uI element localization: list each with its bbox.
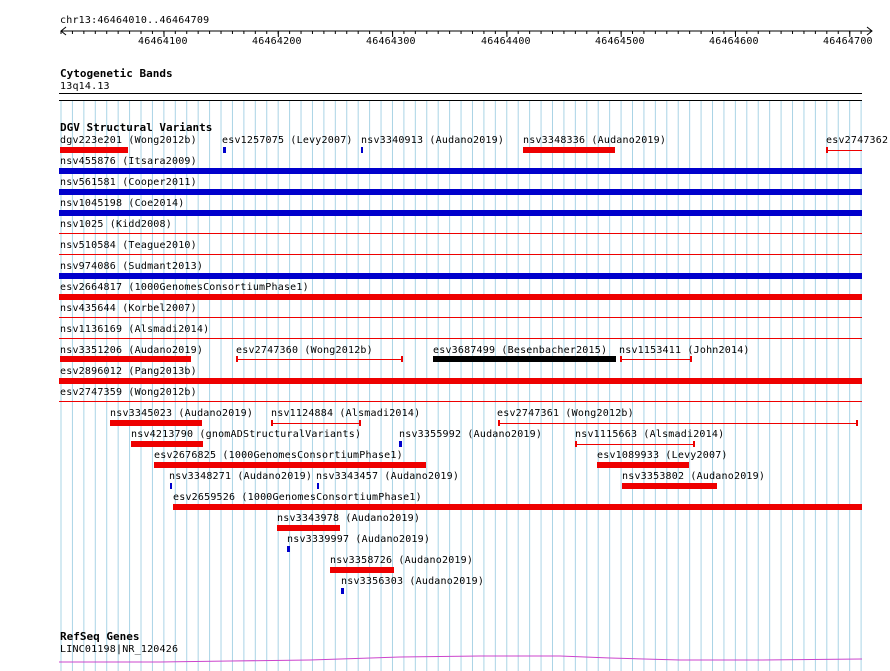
variant-line[interactable] [826, 150, 862, 151]
variant-line[interactable] [59, 317, 862, 318]
variant-bar[interactable] [317, 483, 319, 489]
variant-line[interactable] [575, 444, 695, 445]
feature-label: nsv3339997 (Audano2019) [287, 534, 431, 545]
feature-label: nsv3351206 (Audano2019) [60, 345, 204, 356]
variant-bar[interactable] [59, 210, 862, 216]
cytoband-label: 13q14.13 [60, 81, 110, 92]
track-divider [59, 100, 862, 101]
variant-bar[interactable] [59, 378, 862, 384]
variant-bar[interactable] [523, 147, 615, 153]
feature-label: nsv3348336 (Audano2019) [523, 135, 667, 146]
variant-cap[interactable] [690, 356, 692, 362]
variant-line[interactable] [271, 423, 361, 424]
variant-bar[interactable] [330, 567, 394, 573]
variant-cap[interactable] [401, 356, 403, 362]
feature-label: esv2659526 (1000GenomesConsortiumPhase1) [173, 492, 422, 503]
variant-line[interactable] [59, 338, 862, 339]
feature-label: nsv455876 (Itsara2009) [60, 156, 197, 167]
variant-bar[interactable] [433, 356, 616, 362]
tick-label: 46464300 [366, 36, 416, 47]
dgv-track-title[interactable]: DGV Structural Variants [60, 121, 213, 134]
feature-label: nsv1124884 (Alsmadi2014) [271, 408, 421, 419]
variant-bar[interactable] [399, 441, 402, 447]
variant-line[interactable] [498, 423, 858, 424]
position-label: chr13:46464010..46464709 [60, 15, 210, 26]
feature-label: esv2747362 [826, 135, 889, 146]
cytoband-band[interactable] [59, 93, 862, 94]
feature-label: esv2676825 (1000GenomesConsortiumPhase1) [154, 450, 403, 461]
feature-label: nsv1025 (Kidd2008) [60, 219, 172, 230]
feature-label: esv1257075 (Levy2007) [222, 135, 353, 146]
variant-line[interactable] [620, 359, 692, 360]
refseq-gene-line[interactable] [0, 650, 890, 666]
variant-bar[interactable] [60, 147, 128, 153]
variant-bar[interactable] [59, 273, 862, 279]
feature-label: nsv3340913 (Audano2019) [361, 135, 505, 146]
refseq-gene-label: LINC01198|NR_120426 [60, 644, 179, 655]
variant-bar[interactable] [597, 462, 689, 468]
feature-label: nsv1153411 (John2014) [619, 345, 750, 356]
variant-bar[interactable] [341, 588, 344, 594]
feature-label: nsv1045198 (Coe2014) [60, 198, 185, 209]
feature-label: nsv3355992 (Audano2019) [399, 429, 543, 440]
variant-cap[interactable] [359, 420, 361, 426]
variant-bar[interactable] [361, 147, 363, 153]
variant-bar[interactable] [59, 189, 862, 195]
variant-bar[interactable] [60, 356, 191, 362]
feature-label: nsv3348271 (Audano2019) [169, 471, 313, 482]
feature-label: nsv3343457 (Audano2019) [316, 471, 460, 482]
tick-label: 46464400 [481, 36, 531, 47]
feature-label: esv2896012 (Pang2013b) [60, 366, 197, 377]
feature-label: nsv510584 (Teague2010) [60, 240, 197, 251]
feature-label: nsv561581 (Cooper2011) [60, 177, 197, 188]
variant-bar[interactable] [170, 483, 172, 489]
feature-label: nsv3356303 (Audano2019) [341, 576, 485, 587]
variant-bar[interactable] [154, 462, 426, 468]
variant-bar[interactable] [287, 546, 290, 552]
variant-bar[interactable] [223, 147, 226, 153]
feature-label: nsv435644 (Korbel2007) [60, 303, 197, 314]
variant-line[interactable] [59, 233, 862, 234]
tick-label: 46464100 [138, 36, 188, 47]
feature-label: esv3687499 (Besenbacher2015) [433, 345, 608, 356]
feature-label: nsv3345023 (Audano2019) [110, 408, 254, 419]
tick-label: 46464600 [709, 36, 759, 47]
feature-label: nsv3353802 (Audano2019) [622, 471, 766, 482]
feature-label: esv2747360 (Wong2012b) [236, 345, 373, 356]
variant-cap[interactable] [693, 441, 695, 447]
variant-bar[interactable] [173, 504, 862, 510]
feature-label: esv2747359 (Wong2012b) [60, 387, 197, 398]
variant-line[interactable] [236, 359, 403, 360]
feature-label: nsv1136169 (Alsmadi2014) [60, 324, 210, 335]
tick-label: 46464500 [595, 36, 645, 47]
variant-bar[interactable] [622, 483, 717, 489]
variant-bar[interactable] [59, 168, 862, 174]
feature-label: nsv3343978 (Audano2019) [277, 513, 421, 524]
variant-cap[interactable] [856, 420, 858, 426]
variant-bar[interactable] [59, 294, 862, 300]
feature-label: dgv223e201 (Wong2012b) [60, 135, 197, 146]
feature-label: esv2664817 (1000GenomesConsortiumPhase1) [60, 282, 309, 293]
tick-label: 46464700 [823, 36, 873, 47]
variant-bar[interactable] [277, 525, 340, 531]
feature-label: nsv1115663 (Alsmadi2014) [575, 429, 725, 440]
feature-label: esv2747361 (Wong2012b) [497, 408, 634, 419]
variant-line[interactable] [59, 401, 862, 402]
feature-label: esv1089933 (Levy2007) [597, 450, 728, 461]
tick-label: 46464200 [252, 36, 302, 47]
variant-bar[interactable] [131, 441, 203, 447]
refseq-track-title[interactable]: RefSeq Genes [60, 630, 140, 643]
feature-label: nsv974086 (Sudmant2013) [60, 261, 204, 272]
variant-bar[interactable] [110, 420, 202, 426]
feature-label: nsv4213790 (gnomADStructuralVariants) [131, 429, 362, 440]
cytoband-track-title[interactable]: Cytogenetic Bands [60, 67, 173, 80]
variant-line[interactable] [59, 254, 862, 255]
feature-label: nsv3358726 (Audano2019) [330, 555, 474, 566]
